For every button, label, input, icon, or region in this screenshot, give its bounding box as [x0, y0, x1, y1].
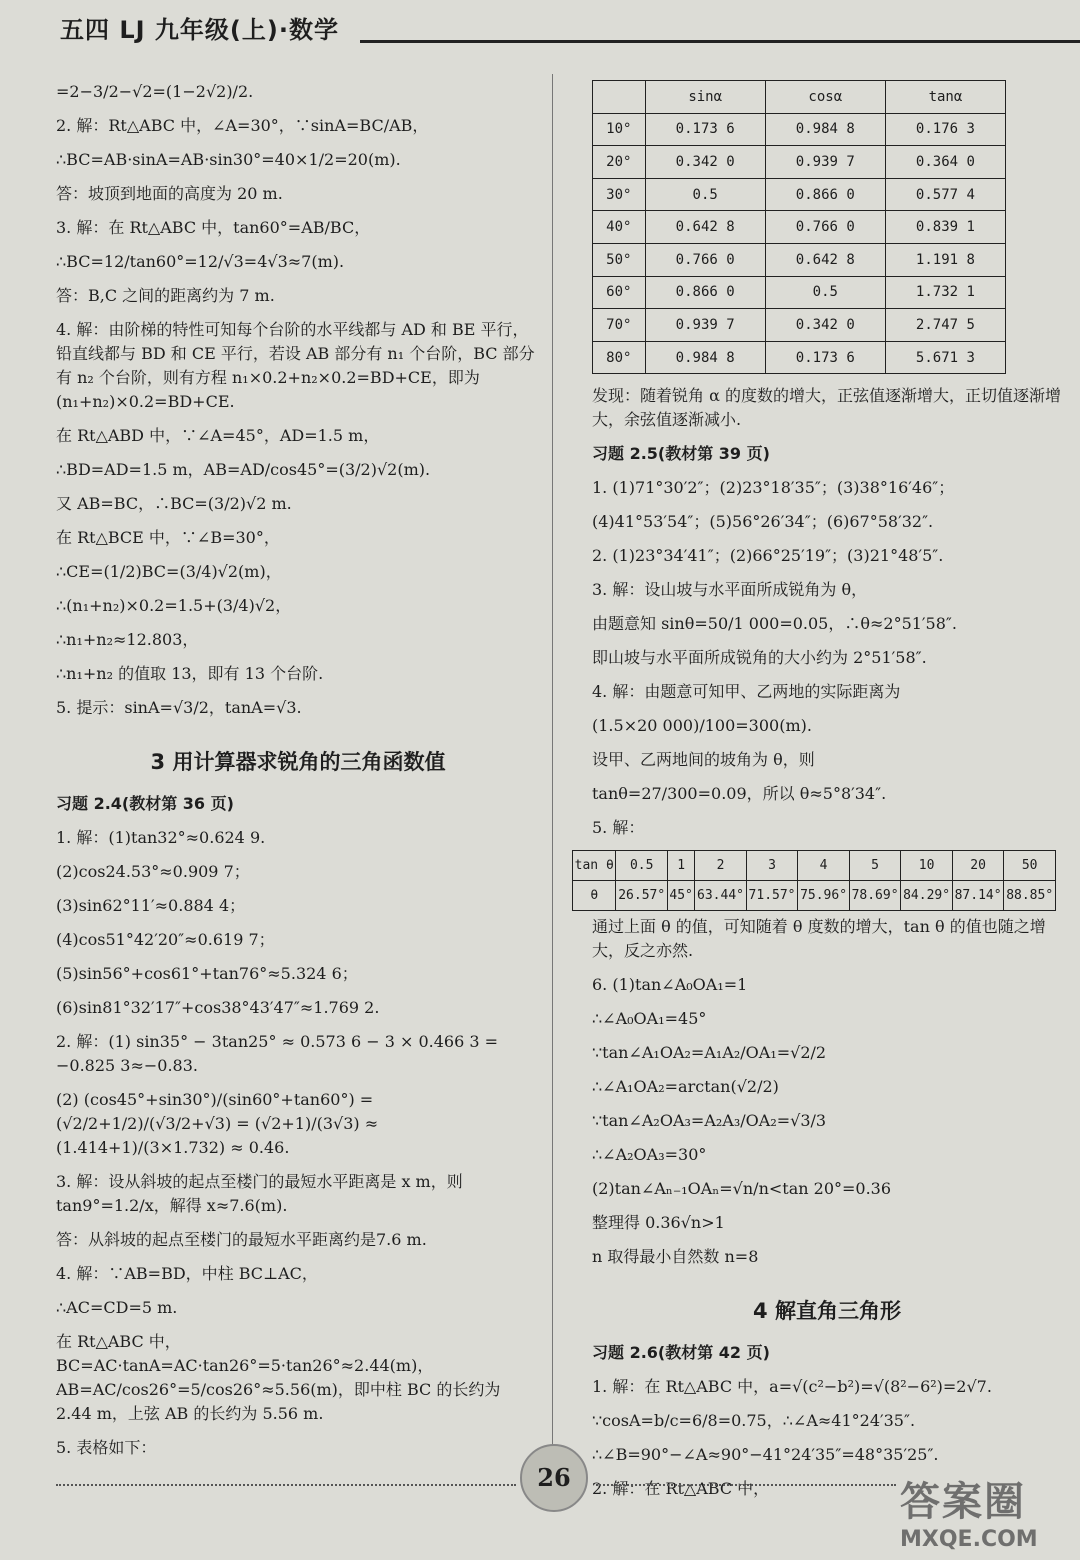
- text-line: 在 Rt△BCE 中，∵∠B=30°，: [56, 528, 280, 547]
- text-line: 2. (1)23°34′41″；(2)66°25′19″；(3)21°48′5″.: [592, 546, 944, 566]
- table-cell: 2.747 5: [885, 309, 1005, 342]
- text-line: 答：从斜坡的起点至楼门的最短水平距离约是7.6 m.: [56, 1230, 427, 1249]
- table-cell: 84.29°: [901, 881, 953, 911]
- text-line: 又 AB=BC，∴BC=(3/2)√2 m.: [56, 494, 292, 513]
- text-line: (4)41°53′54″；(5)56°26′34″；(6)67°58′32″.: [592, 512, 934, 532]
- table-cell: 0.866 0: [765, 178, 885, 211]
- table-cell: 10: [901, 851, 953, 881]
- left-column: [56, 80, 540, 1470]
- text-line: (2)cos24.53°≈0.909 7；: [56, 862, 250, 881]
- text-line: 1. 解：(1)tan32°≈0.624 9.: [56, 828, 266, 847]
- watermark-line1: 答案圈: [900, 1479, 1026, 1525]
- text-line: =2−3/2−√2=(1−2√2)/2.: [56, 82, 254, 101]
- text-line: ∵cosA=b/c=6/8=0.75，∴∠A≈41°24′35″.: [592, 1411, 916, 1431]
- text-line: 5. 提示：sinA=√3/2，tanA=√3.: [56, 698, 302, 717]
- table-cell: 40°: [593, 211, 646, 244]
- table-cell: 3: [746, 851, 798, 881]
- text-line: (4)cos51°42′20″≈0.619 7；: [56, 930, 275, 949]
- text-line: 1. 解：在 Rt△ABC 中，a=√(c²−b²)=√(8²−6²)=2√7.: [592, 1377, 992, 1397]
- table-cell: 0.939 7: [765, 146, 885, 179]
- table-cell: 1.191 8: [885, 243, 1005, 276]
- text-line: 由题意知 sinθ=50/1 000=0.05，∴θ≈2°51′58″.: [592, 614, 957, 634]
- text-line: 6. (1)tan∠A₀OA₁=1: [592, 975, 748, 995]
- text-line: 4. 解：由题意可知甲、乙两地的实际距离为: [592, 682, 901, 702]
- text-line: (3)sin62°11′≈0.884 4；: [56, 896, 246, 915]
- text-line: ∴n₁+n₂ 的值取 13，即有 13 个台阶.: [56, 664, 324, 683]
- table-row: [573, 851, 1056, 881]
- text-line: 5. 解：: [592, 818, 645, 838]
- table-cell: 1.732 1: [885, 276, 1005, 309]
- column-divider: [552, 74, 553, 1464]
- text-line: 习题 2.6(教材第 42 页): [592, 1343, 770, 1363]
- table-row: [593, 341, 1006, 374]
- table-row: [573, 881, 1056, 911]
- table-cell: 0.364 0: [885, 146, 1005, 179]
- text-line: (6)sin81°32′17″+cos38°43′47″≈1.769 2.: [56, 998, 380, 1017]
- header-rule: [360, 0, 1080, 43]
- table-cell: 20°: [593, 146, 646, 179]
- table-cell: 87.14°: [952, 881, 1004, 911]
- text-line: 5. 表格如下：: [56, 1438, 157, 1457]
- table-header-cell: cosα: [765, 81, 885, 114]
- table-row: [593, 178, 1006, 211]
- table-cell: 63.44°: [695, 881, 747, 911]
- text-line: ∴(n₁+n₂)×0.2=1.5+(3/4)√2，: [56, 596, 292, 615]
- text-line: 3. 解：设从斜坡的起点至楼门的最短水平距离是 x m，则 tan9°=1.2/x，解得 x≈7.6(m).: [56, 1172, 463, 1215]
- table-cell: 0.642 8: [645, 211, 765, 244]
- text-line: ∴AC=CD=5 m.: [56, 1298, 178, 1317]
- text-line: 习题 2.4(教材第 36 页): [56, 794, 234, 813]
- table-cell: 1: [667, 851, 694, 881]
- text-line: n 取得最小自然数 n=8: [592, 1247, 759, 1267]
- table-row: [593, 276, 1006, 309]
- table-cell: 0.984 8: [645, 341, 765, 374]
- table-cell: θ: [573, 881, 616, 911]
- text-line: ∴CE=(1/2)BC=(3/4)√2(m)，: [56, 562, 282, 581]
- table-cell: 0.939 7: [645, 309, 765, 342]
- table-cell: 0.766 0: [645, 243, 765, 276]
- footer-dots-right: [596, 1484, 896, 1486]
- table-header-cell: [593, 81, 646, 114]
- text-line: 在 Rt△ABC 中，BC=AC·tanA=AC·tan26°=5·tan26°≈2.44(m)，AB=AC/cos26°=5/cos26°≈5.56(m)，即中柱 BC 的长约为 2.44 m，上弦 AB 的长约为 5.56 m.: [56, 1332, 501, 1423]
- text-line: 设甲、乙两地间的坡角为 θ，则: [592, 750, 815, 770]
- text-line: 在 Rt△ABD 中，∵∠A=45°，AD=1.5 m，: [56, 426, 380, 445]
- table-cell: 0.176 3: [885, 113, 1005, 146]
- text-line: 习题 2.5(教材第 39 页): [592, 444, 770, 464]
- table-cell: 0.766 0: [765, 211, 885, 244]
- text-line: (1.5×20 000)/100=300(m).: [592, 716, 812, 736]
- table-cell: 0.866 0: [645, 276, 765, 309]
- table-cell: 50: [1004, 851, 1056, 881]
- right-column: [574, 80, 1062, 1511]
- text-line: 3. 解：在 Rt△ABC 中，tan60°=AB/BC，: [56, 218, 371, 237]
- table-cell: 0.839 1: [885, 211, 1005, 244]
- table-cell: 10°: [593, 113, 646, 146]
- text-line: (5)sin56°+cos61°+tan76°≈5.324 6；: [56, 964, 358, 983]
- site-watermark: [900, 1470, 1070, 1556]
- table-cell: 0.173 6: [765, 341, 885, 374]
- table-cell: 60°: [593, 276, 646, 309]
- text-line: 即山坡与水平面所成锐角的大小约为 2°51′58″.: [592, 648, 927, 668]
- table-cell: 75.96°: [798, 881, 850, 911]
- exercise-2-5-continued: [592, 915, 1062, 1279]
- table-header-cell: tanα: [885, 81, 1005, 114]
- text-line: 4. 解：∵AB=BD，中柱 BC⊥AC，: [56, 1264, 318, 1283]
- table-cell: 0.5: [616, 851, 668, 881]
- exercise-2-5: [592, 384, 1062, 850]
- text-line: ∵tan∠A₂OA₃=A₂A₃/OA₂=√3/3: [592, 1111, 827, 1131]
- text-line: ∴BC=12/tan60°=12/√3=4√3≈7(m).: [56, 252, 345, 271]
- table-row: [593, 113, 1006, 146]
- table-cell: 5.671 3: [885, 341, 1005, 374]
- table-header-row: [593, 81, 1006, 114]
- table-cell: 0.5: [765, 276, 885, 309]
- text-line: ∵tan∠A₁OA₂=A₁A₂/OA₁=√2/2: [592, 1043, 827, 1063]
- text-line: 4. 解：由阶梯的特性可知每个台阶的水平线都与 AD 和 BE 平行，铅直线都与 BD 和 CE 平行，若设 AB 部分有 n₁ 个台阶，BC 部分有 n₂ 个台阶，则有方程 n₁×0.2+n₂×0.2=BD+CE，即为(n₁+n₂)×0.2=BD+CE.: [56, 320, 535, 411]
- table-row: [593, 146, 1006, 179]
- table-row: [593, 243, 1006, 276]
- section-3-title: 3 用计算器求锐角的三角函数值: [150, 750, 446, 774]
- watermark-line2: MXQE.COM: [900, 1527, 1038, 1552]
- table-cell: tan θ: [573, 851, 616, 881]
- text-line: 答：坡顶到地面的高度为 20 m.: [56, 184, 283, 203]
- text-line: 2. 解：Rt△ABC 中，∠A=30°，∵sinA=BC/AB，: [56, 116, 429, 135]
- table-cell: 78.69°: [849, 881, 901, 911]
- text-line: 2. 解：在 Rt△ABC 中，: [592, 1479, 770, 1499]
- book-title: 五四 LJ 九年级(上)·数学: [60, 16, 339, 44]
- table-cell: 0.577 4: [885, 178, 1005, 211]
- table-cell: 45°: [667, 881, 694, 911]
- table-row: [593, 211, 1006, 244]
- text-line: 通过上面 θ 的值，可知随着 θ 度数的增大，tan θ 的值也随之增大，反之亦然.: [592, 917, 1046, 961]
- table-cell: 0.342 0: [765, 309, 885, 342]
- trig-value-table: [592, 80, 1006, 374]
- table-cell: 0.173 6: [645, 113, 765, 146]
- table-cell: 2: [695, 851, 747, 881]
- table-cell: 88.85°: [1004, 881, 1056, 911]
- table-cell: 30°: [593, 178, 646, 211]
- text-line: 答：B,C 之间的距离约为 7 m.: [56, 286, 275, 305]
- exercise-2-4: [56, 792, 540, 1470]
- table-cell: 71.57°: [746, 881, 798, 911]
- table-cell: 4: [798, 851, 850, 881]
- left-answers: [56, 80, 540, 730]
- page-header: [0, 0, 1080, 46]
- text-line: (2) (cos45°+sin30°)/(sin60°+tan60°) = (√2/2+1/2)/(√3/2+√3) = (√2+1)/(3√3) ≈ (1.414+1)/(3×1.732) ≈ 0.46.: [56, 1090, 379, 1157]
- text-line: (2)tan∠Aₙ₋₁OAₙ=√n/n<tan 20°=0.36: [592, 1179, 892, 1199]
- table-cell: 5: [849, 851, 901, 881]
- text-line: tanθ=27/300=0.09，所以 θ≈5°8′34″.: [592, 784, 887, 804]
- text-line: 3. 解：设山坡与水平面所成锐角为 θ，: [592, 580, 868, 600]
- table-header-cell: sinα: [645, 81, 765, 114]
- text-line: ∴∠A₁OA₂=arctan(√2/2): [592, 1077, 779, 1097]
- table-cell: 0.984 8: [765, 113, 885, 146]
- text-line: ∴n₁+n₂≈12.803，: [56, 630, 199, 649]
- tan-angle-table: [572, 850, 1056, 911]
- text-line: ∴∠A₂OA₃=30°: [592, 1145, 707, 1165]
- text-line: 整理得 0.36√n>1: [592, 1213, 725, 1233]
- footer-dots-left: [56, 1484, 516, 1486]
- text-line: ∴∠B=90°−∠A≈90°−41°24′35″=48°35′25″.: [592, 1445, 939, 1465]
- page-number: 26: [520, 1444, 588, 1512]
- table-cell: 0.342 0: [645, 146, 765, 179]
- table-row: [593, 309, 1006, 342]
- text-line: 发现：随着锐角 α 的度数的增大，正弦值逐渐增大，正切值逐渐增大，余弦值逐渐减小.: [592, 386, 1061, 430]
- text-line: ∴BD=AD=1.5 m，AB=AD/cos45°=(3/2)√2(m).: [56, 460, 431, 479]
- table-cell: 26.57°: [616, 881, 668, 911]
- table-cell: 70°: [593, 309, 646, 342]
- text-line: 2. 解：(1) sin35° − 3tan25° ≈ 0.573 6 − 3 × 0.466 3 = −0.825 3≈−0.83.: [56, 1032, 499, 1075]
- table-cell: 80°: [593, 341, 646, 374]
- text-line: 1. (1)71°30′2″；(2)23°18′35″；(3)38°16′46″；: [592, 478, 955, 498]
- table-cell: 20: [952, 851, 1004, 881]
- text-line: ∴∠A₀OA₁=45°: [592, 1009, 707, 1029]
- table-cell: 50°: [593, 243, 646, 276]
- text-line: ∴BC=AB·sinA=AB·sin30°=40×1/2=20(m).: [56, 150, 401, 169]
- section-4-title: 4 解直角三角形: [753, 1299, 901, 1324]
- table-cell: 0.642 8: [765, 243, 885, 276]
- table-cell: 0.5: [645, 178, 765, 211]
